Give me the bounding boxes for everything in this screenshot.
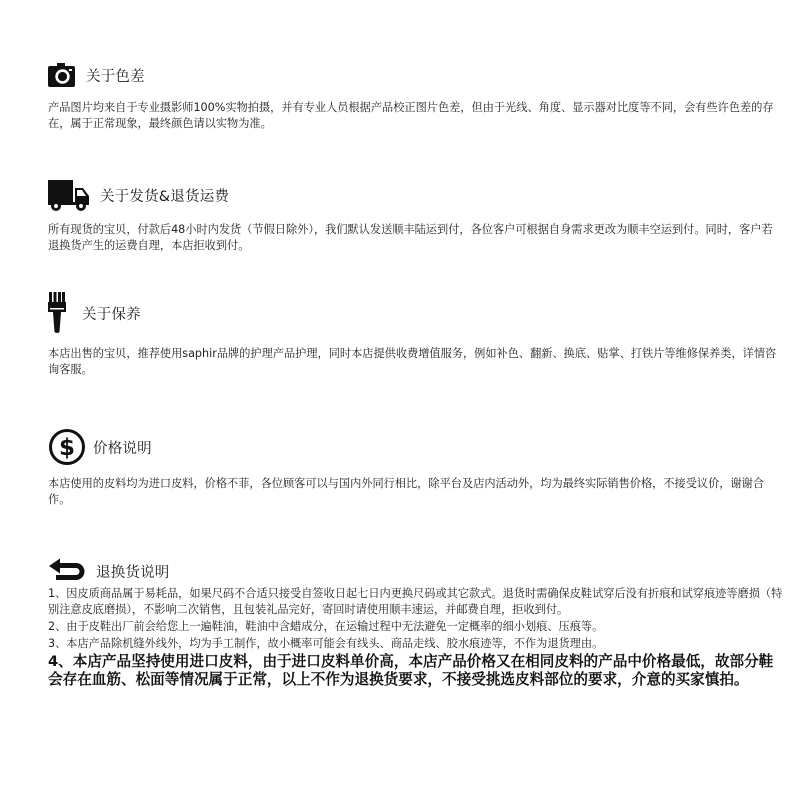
section-body: 所有现货的宝贝，付款后48小时内发货（节假日除外），我们默认发送顺丰陆运到付，各位客户可根据自身需求更改为顺丰空运到付。同时，客户若退换货产生的运费自理，本店拒收到付。: [48, 223, 773, 252]
camera-icon: [48, 62, 78, 88]
list-item: 2、由于皮鞋出厂前会给您上一遍鞋油，鞋油中含蜡成分，在运输过程中无法避免一定概率的细小划痕、压痕等。: [48, 620, 604, 633]
dollar-icon: [48, 428, 86, 466]
section-body: 本店出售的宝贝，推荐使用saphir品牌的护理产品护理，同时本店提供收费增值服务，例如补色、翻新、换底、贴掌、打铁片等维修保养类，详情咨询客服。: [48, 347, 777, 376]
returns-list: [48, 586, 783, 689]
section-heading: [48, 292, 783, 334]
section-heading: [48, 178, 783, 212]
section-title: 价格说明: [93, 440, 152, 457]
section-color-difference: [48, 62, 783, 132]
svg-text:$: $: [58, 435, 76, 461]
section-title: 关于色差: [86, 68, 145, 85]
section-shipping: [48, 178, 783, 254]
section-title: 关于发货&退货运费: [100, 188, 230, 205]
list-item: 3、本店产品除机缝外线外，均为手工制作，故小概率可能会有线头、商品走线、胶水痕迹等，不作为退货理由。: [48, 637, 604, 650]
section-heading: [48, 558, 783, 584]
section-price: [48, 428, 783, 508]
truck-icon: [48, 178, 90, 212]
list-item: 1、因皮质商品属于易耗品，如果尺码不合适只接受自签收日起七日内更换尺码或其它款式。退货时需确保皮鞋试穿后没有折痕和试穿痕迹等磨损（特别注意皮底磨损），不影响二次销售，且包装礼品完好，寄回时请使用顺丰速运，并邮费自理，拒收到付。: [48, 587, 783, 616]
bold-note: 4、本店产品坚持使用进口皮料，由于进口皮料单价高，本店产品价格又在相同皮料的产品中价格最低，故部分鞋会存在血筋、松面等情况属于正常，以上不作为退换货要求，不接受挑选皮料部位的要求，介意的买家慎拍。: [48, 653, 774, 688]
return-arrow-icon: [48, 558, 86, 584]
section-body: 产品图片均来自于专业摄影师100%实物拍摄，并有专业人员根据产品校正图片色差，但由于光线、角度、显示器对比度等不同，会有些许色差的存在，属于正常现象，最终颜色请以实物为准。: [48, 101, 774, 130]
section-heading: [48, 428, 783, 466]
section-heading: [48, 62, 783, 88]
section-body: 本店使用的皮料均为进口皮料，价格不菲，各位顾客可以与国内外同行相比，除平台及店内活动外，均为最终实际销售价格，不接受议价，谢谢合作。: [48, 477, 765, 506]
section-title: 退换货说明: [96, 564, 170, 581]
section-care: [48, 292, 783, 378]
section-title: 关于保养: [82, 306, 141, 323]
brush-icon: [48, 292, 66, 334]
section-returns: [48, 558, 783, 689]
